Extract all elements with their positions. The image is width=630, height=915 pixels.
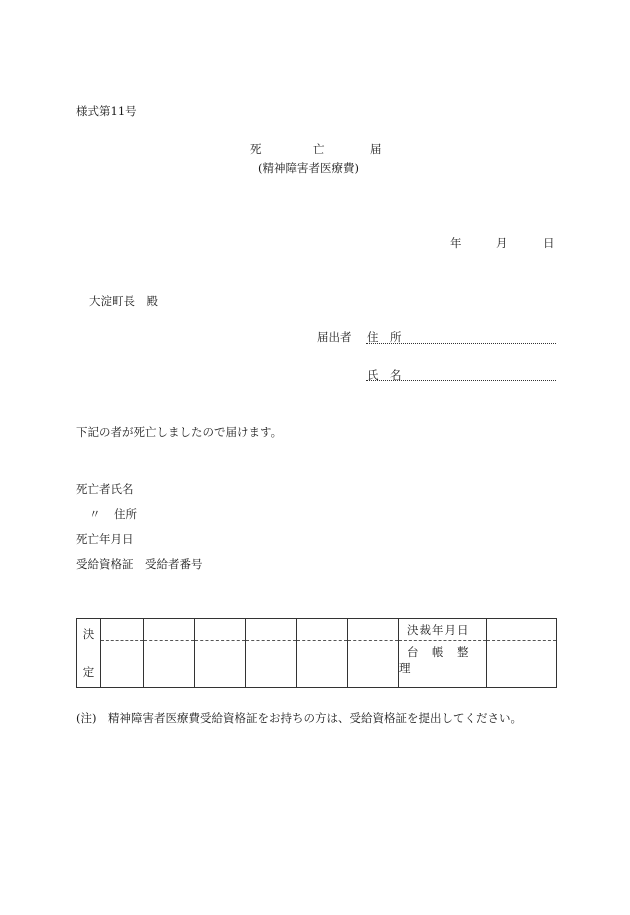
date-month-label: 月 xyxy=(496,236,508,250)
stamp-title-cell[interactable] xyxy=(144,619,195,641)
stamp-cell[interactable] xyxy=(348,641,399,688)
ledger-label-cell xyxy=(399,641,487,688)
applicant-name-line xyxy=(366,380,556,381)
decision-char-2: 定 xyxy=(82,665,95,679)
stamp-title-cell[interactable] xyxy=(297,619,348,641)
applicant-label: 届出者 xyxy=(317,330,352,344)
stamp-cell[interactable] xyxy=(195,641,246,688)
decision-header-cell xyxy=(77,619,101,688)
stamp-cell[interactable] xyxy=(144,641,195,688)
decision-date-label: 決裁年月日 xyxy=(407,622,470,637)
deceased-address-label: 住所 xyxy=(114,507,137,521)
stamp-title-cell[interactable] xyxy=(195,619,246,641)
title-char-3: 届 xyxy=(370,142,382,156)
decision-char-1: 決 xyxy=(82,627,95,641)
date-day-label: 日 xyxy=(543,236,555,250)
stamp-cell[interactable] xyxy=(101,641,144,688)
applicant-name-label: 氏 名 xyxy=(367,368,402,382)
stamp-cell[interactable] xyxy=(297,641,348,688)
decision-date-value-cell[interactable] xyxy=(487,619,557,641)
form-subtitle: (精神障害者医療費) xyxy=(258,161,359,175)
certificate-label: 受給資格証 受給者番号 xyxy=(76,557,203,571)
title-char-2: 亡 xyxy=(313,142,325,156)
decision-date-label-cell xyxy=(399,619,487,641)
form-number: 様式第11号 xyxy=(76,104,137,118)
deceased-name-label: 死亡者氏名 xyxy=(76,482,134,496)
applicant-address-line xyxy=(366,343,556,344)
notice-text: 下記の者が死亡しましたので届けます。 xyxy=(76,425,283,439)
ledger-label: 台 帳 整 理 xyxy=(399,645,482,675)
stamp-title-cell[interactable] xyxy=(246,619,297,641)
death-date-label: 死亡年月日 xyxy=(76,532,134,546)
approval-table xyxy=(76,618,557,688)
date-year-label: 年 xyxy=(450,236,462,250)
applicant-address-label: 住 所 xyxy=(367,330,402,344)
stamp-title-cell[interactable] xyxy=(348,619,399,641)
ledger-value-cell[interactable] xyxy=(487,641,557,688)
stamp-title-cell[interactable] xyxy=(101,619,144,641)
ditto-mark: 〃 xyxy=(89,507,101,521)
footnote: (注) 精神障害者医療費受給資格証をお持ちの方は、受給資格証を提出してください。 xyxy=(76,711,522,725)
stamp-cell[interactable] xyxy=(246,641,297,688)
addressee: 大淀町長 殿 xyxy=(89,294,158,308)
title-char-1: 死 xyxy=(250,142,262,156)
